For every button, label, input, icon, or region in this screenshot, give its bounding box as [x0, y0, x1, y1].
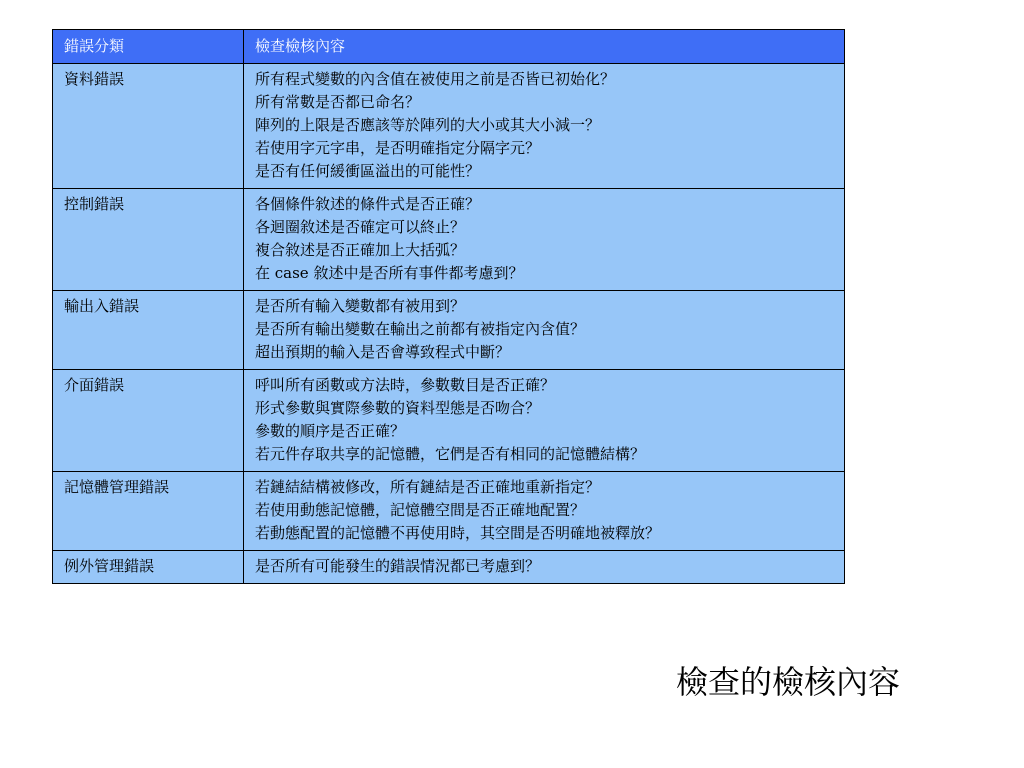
check-item: 複合敘述是否正確加上大括弧？ — [255, 241, 466, 259]
error-category-cell: 例外管理錯誤 — [53, 551, 244, 584]
check-item: 若元件存取共享的記憶體，它們是否有相同的記憶體結構？ — [255, 445, 646, 463]
check-item: 若使用字元字串，是否明確指定分隔字元？ — [255, 139, 541, 157]
check-items-cell — [244, 551, 845, 584]
check-item: 若使用動態記憶體，記憶體空間是否正確地配置？ — [255, 501, 586, 519]
inspection-checklist-table — [52, 29, 845, 584]
check-items-cell — [244, 189, 845, 291]
header-error-category: 錯誤分類 — [53, 30, 244, 64]
check-item: 呼叫所有函數或方法時，參數數目是否正確？ — [255, 376, 556, 394]
error-category-cell: 控制錯誤 — [53, 189, 244, 291]
check-items-cell — [244, 370, 845, 472]
check-items-cell — [244, 64, 845, 189]
check-item: 是否所有可能發生的錯誤情況都已考慮到？ — [255, 557, 541, 575]
check-item: 是否所有輸出變數在輸出之前都有被指定內含值？ — [255, 320, 586, 338]
check-items-cell — [244, 291, 845, 370]
slide-caption: 檢查的檢核內容 — [676, 663, 901, 701]
table-row — [53, 370, 845, 472]
table-row — [53, 291, 845, 370]
check-item: 超出預期的輸入是否會導致程式中斷？ — [255, 343, 511, 361]
error-category-cell: 資料錯誤 — [53, 64, 244, 189]
table-row — [53, 472, 845, 551]
table-body — [53, 64, 845, 584]
error-category-cell: 記憶體管理錯誤 — [53, 472, 244, 551]
check-items-cell — [244, 472, 845, 551]
check-item: 所有程式變數的內含值在被使用之前是否皆已初始化？ — [255, 70, 616, 88]
check-item: 所有常數是否都已命名？ — [255, 93, 421, 111]
table-row — [53, 551, 845, 584]
check-item: 是否所有輸入變數都有被用到？ — [255, 297, 466, 315]
check-item: 陣列的上限是否應該等於陣列的大小或其大小減一？ — [255, 116, 601, 134]
check-item: 各個條件敘述的條件式是否正確？ — [255, 195, 481, 213]
table-row — [53, 189, 845, 291]
check-item: 若鏈結結構被修改，所有鏈結是否正確地重新指定？ — [255, 478, 601, 496]
check-item: 形式參數與實際參數的資料型態是否吻合？ — [255, 399, 541, 417]
check-item: 在 case 敘述中是否所有事件都考慮到？ — [255, 264, 524, 282]
check-item: 若動態配置的記憶體不再使用時，其空間是否明確地被釋放？ — [255, 524, 661, 542]
table-header-row — [53, 30, 845, 64]
error-category-cell: 介面錯誤 — [53, 370, 244, 472]
check-item: 各迴圈敘述是否確定可以終止？ — [255, 218, 466, 236]
error-category-cell: 輸出入錯誤 — [53, 291, 244, 370]
header-check-content: 檢查檢核內容 — [244, 30, 845, 64]
table-row — [53, 64, 845, 189]
check-item: 參數的順序是否正確？ — [255, 422, 406, 440]
check-item: 是否有任何緩衝區溢出的可能性？ — [255, 162, 481, 180]
